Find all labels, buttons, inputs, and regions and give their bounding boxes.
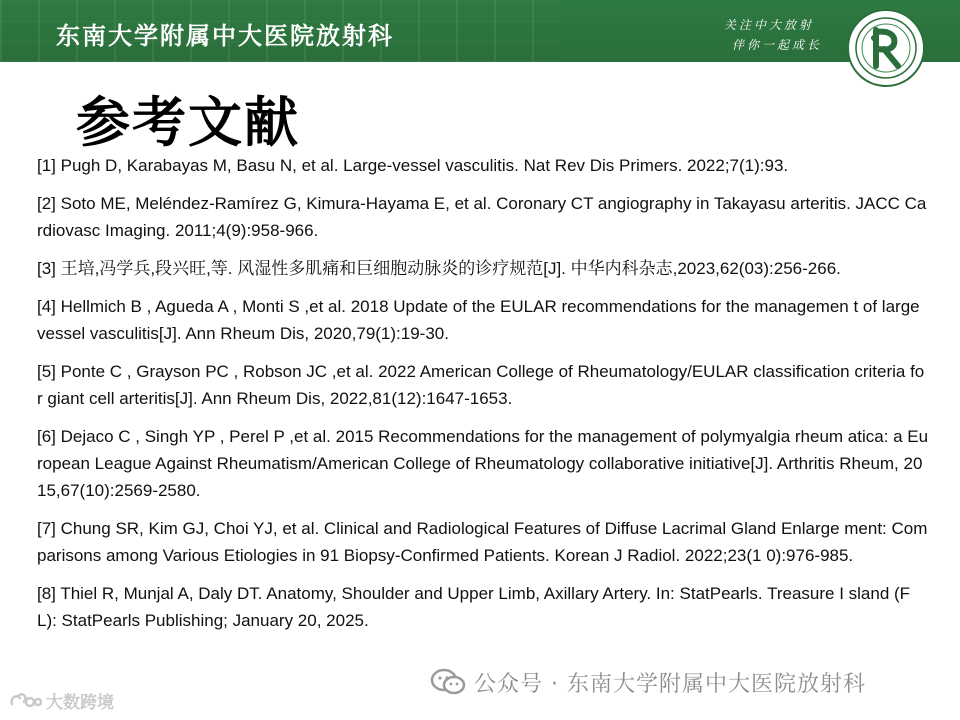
watermark-text: 公众号 · 东南大学附属中大医院放射科 xyxy=(474,671,866,697)
header-title: 东南大学附属中大医院放射科 xyxy=(56,21,394,50)
reference-item-5: [5] Ponte C , Grayson PC , Robson JC ,et al. 2022 American College of Rheumatology/EULAR classification criteria for giant cell arteritis[J]. Ann Rheum Dis, 2022,81(12):1647-1653. xyxy=(37,362,925,408)
hospital-logo-icon xyxy=(846,8,926,88)
corner-mark-text: 大数跨境 xyxy=(46,693,114,713)
reference-list xyxy=(37,152,929,645)
reference-item-4: [4] Hellmich B , Agueda A , Monti S ,et al. 2018 Update of the EULAR recommendations for the managemen t of large vessel vasculitis[J]. Ann Rheum Dis, 2020,79(1):19-30. xyxy=(37,297,920,343)
header-bar xyxy=(0,0,960,62)
page-title: 参考文献 xyxy=(76,91,300,154)
slogan-line-2: 伴你一起成长 xyxy=(731,38,822,52)
wechat-icon xyxy=(430,668,466,696)
corner-watermark xyxy=(8,688,114,713)
slogan-line-1: 关注中大放射 xyxy=(723,18,814,32)
wechat-watermark xyxy=(430,666,866,698)
reference-item-3: [3] 王培,冯学兵,段兴旺,等. 风湿性多肌痛和巨细胞动脉炎的诊疗规范[J]. 中华内科杂志,2023,62(03):256-266. xyxy=(37,259,841,278)
reference-item-2: [2] Soto ME, Meléndez-Ramírez G, Kimura-Hayama E, et al. Coronary CT angiography in Takayasu arteritis. JACC Cardiovasc Imaging. 2011;4(9):958-966. xyxy=(37,194,927,240)
reference-item-7: [7] Chung SR, Kim GJ, Choi YJ, et al. Clinical and Radiological Features of Diffuse Lacrimal Gland Enlarge ment: Comparisons among Various Etiologies in 91 Biopsy-Confirmed Patients. Korean J Radiol. 2022;23(1 0):976-985. xyxy=(37,519,928,565)
reference-item-8: [8] Thiel R, Munjal A, Daly DT. Anatomy, Shoulder and Upper Limb, Axillary Artery. In: StatPearls. Treasure I sland (FL): StatPearls Publishing; January 20, 2025. xyxy=(37,584,911,630)
link-icon xyxy=(8,690,42,712)
reference-item-1: [1] Pugh D, Karabayas M, Basu N, et al. Large-vessel vasculitis. Nat Rev Dis Primers. 2022;7(1):93. xyxy=(37,156,789,175)
reference-item-6: [6] Dejaco C , Singh YP , Perel P ,et al. 2015 Recommendations for the management of polymyalgia rheum atica: a European League Against Rheumatism/American College of Rheumatology collaborative initiative[J]. Arthritis Rheum, 2015,67(10):2569-2580. xyxy=(37,427,929,500)
